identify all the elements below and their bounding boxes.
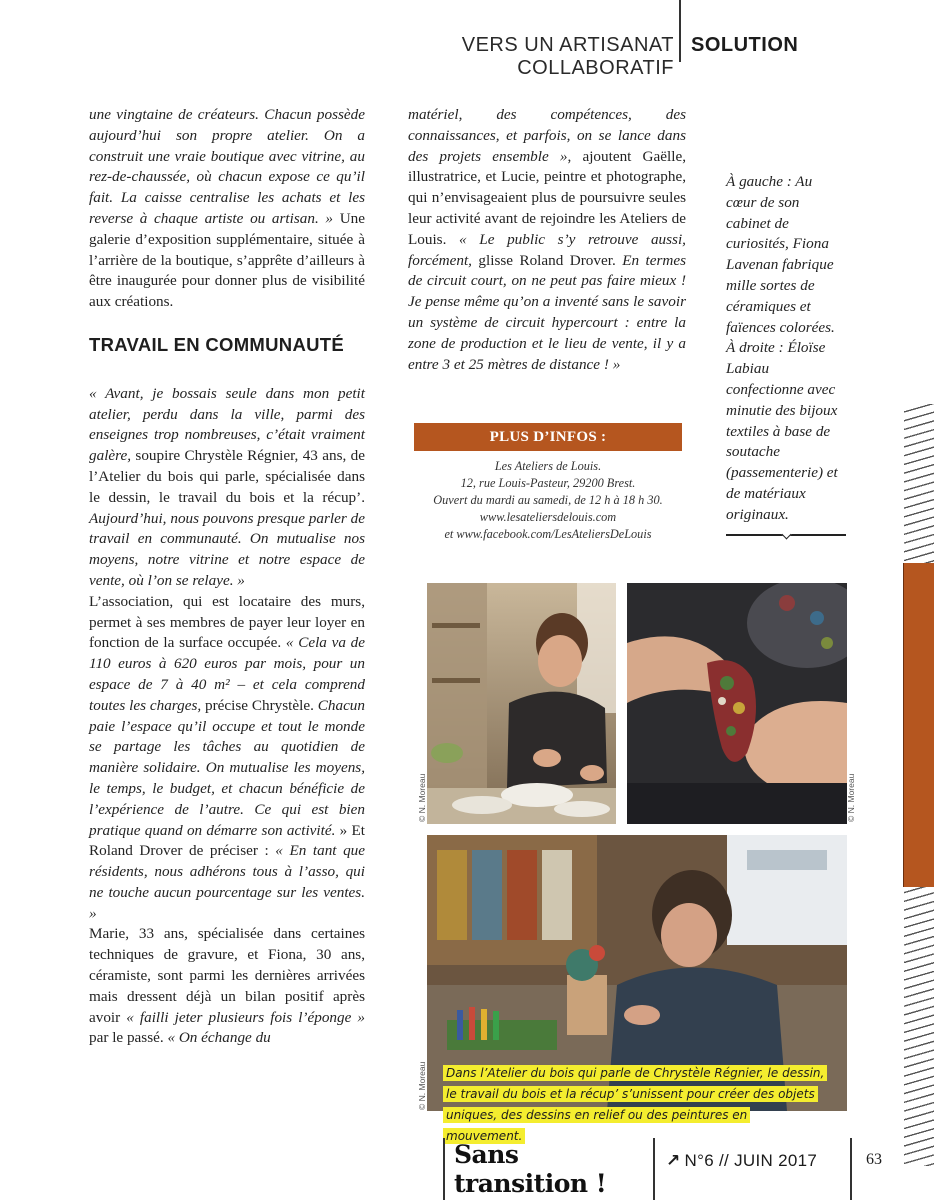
quote: Aujourd’hui, nous pouvons presque parler de travail en communauté. On mutualise nos moyens, notre vitrine et notre espace de vente, où l’on se relaye. » bbox=[89, 509, 365, 589]
quote: « On échange du bbox=[167, 1029, 271, 1047]
info-facebook-link[interactable]: et www.facebook.com/LesAteliersDeLouis bbox=[444, 527, 652, 541]
info-address: 12, rue Louis-Pasteur, 29200 Brest. bbox=[460, 476, 636, 490]
body-text: » Et Roland Drover de préciser : bbox=[89, 821, 365, 860]
quote: « En tant que résidents, nous adhérons tous à l’asso, qui ne touche aucun pourcentage sur les ventes. » bbox=[89, 842, 365, 922]
side-photo-caption: À gauche : Au cœur de son cabinet de curiosités, Fiona Lavenan fabrique mille sortes de céramiques et faïences colorées. À droite : Éloïse Labiau confectionne avec minutie des bijoux textiles à base de soutache (passementerie) et de matériaux originaux. bbox=[726, 173, 838, 523]
body-text: Marie, 33 ans, spécialisée dans certaines techniques de gravure, et Fiona, 30 ans, céramiste, sont parmi les dernières arrivées mais dressent déjà un bilan positif après avoir bbox=[89, 925, 365, 1026]
body-text: glisse Roland Drover. bbox=[471, 251, 623, 269]
quote: une vingtaine de créateurs. Chacun possède aujourd’hui son propre atelier. On a construit une vraie boutique avec vitrine, au rez-de-chaussée, où chacun expose ce qu’il fait. La caisse centralise les achats et les reverse à chaque artiste ou artisan. » bbox=[89, 106, 365, 227]
section-title: VERS UN ARTISANAT COLLABORATIF bbox=[461, 34, 674, 79]
body-text: Une galerie d’exposition supplémentaire, située à l’arrière de la boutique, s’apprête d’ailleurs à être inaugurée pour donner plus de visibilité aux créations. bbox=[89, 209, 366, 311]
quote: « failli jeter plusieurs fois l’éponge » bbox=[126, 1008, 365, 1026]
photo-ceramist bbox=[427, 583, 616, 824]
footer-divider bbox=[850, 1138, 852, 1200]
body-text: par le passé. bbox=[89, 1029, 168, 1047]
issue-label bbox=[666, 1151, 817, 1171]
footer-divider bbox=[443, 1138, 445, 1200]
quote: Chacun paie l’espace qu’il occupe et tout le monde se partage les tâches au quotidien de manière solidaire. On mutualise les moyens, le temps, le budget, et chacun bénéficie de l’expérience de l’autre. Ce qui est bien pratique quand on démarre son activité. bbox=[89, 696, 365, 839]
paragraph bbox=[89, 384, 365, 592]
photo-credit: © N. Moreau bbox=[846, 773, 856, 822]
subheading: TRAVAIL EN COMMUNAUTÉ bbox=[89, 333, 345, 355]
paragraph bbox=[89, 592, 365, 925]
photo-credit: © N. Moreau bbox=[417, 773, 427, 822]
info-name: Les Ateliers de Louis. bbox=[494, 459, 602, 473]
photo-credit: © N. Moreau bbox=[417, 1061, 427, 1110]
paragraph bbox=[89, 105, 365, 313]
footer-divider bbox=[653, 1138, 655, 1200]
info-website-link[interactable]: www.lesateliersdelouis.com bbox=[479, 510, 617, 524]
body-text: L’association, qui est locataire des murs, permet à ses membres de payer leur loyer en fonction de la surface occupée. bbox=[89, 592, 365, 652]
photo-caption bbox=[443, 1063, 827, 1147]
decorative-orange-bar bbox=[903, 563, 934, 887]
body-text: soupire Chrystèle Régnier, 43 ans, de l’Atelier du bois qui parle, spécialisée dans le dessin, le travail du bois et la récup’. bbox=[89, 447, 365, 506]
quote: « Cela va de 110 euros à 620 euros par mois, pour un espace de 7 à 40 m² – et cela comprend toutes les charges, bbox=[89, 634, 365, 714]
photo-jewelry bbox=[627, 583, 847, 824]
body-text: , ajoutent Gaëlle, illustratrice, et Lucie, peintre et photographe, qui n’envisageaient plus de poursuivre seules leur activité avant de rejoindre les Ateliers de Louis. bbox=[408, 147, 686, 248]
quote: matériel, des compétences, des connaissances, et parfois, on se lance dans des projets ensemble » bbox=[408, 106, 686, 165]
quote: En termes de circuit court, on ne peut pas faire mieux ! Je pense même qu’on a inventé sans le savoir un système de circuit hypercourt : entre la zone de production et le lieu de vente, il y a entre 3 et 25 mètres de distance ! » bbox=[408, 251, 686, 373]
article-column-middle bbox=[408, 105, 686, 375]
issue-text: N°6 // JUIN 2017 bbox=[684, 1151, 818, 1170]
arrow-up-right-icon: ↗ bbox=[666, 1151, 681, 1170]
quote: « Avant, je bossais seule dans mon petit atelier, perdu dans la ville, parmi des enseignes trop nombreuses, c’était vraiment galère, bbox=[89, 384, 365, 465]
info-hours: Ouvert du mardi au samedi, de 12 h à 18 h 30. bbox=[433, 493, 663, 507]
body-text: précise Chrystèle. bbox=[201, 696, 318, 714]
page-number: 63 bbox=[866, 1151, 882, 1168]
header-divider bbox=[679, 0, 681, 62]
category-label: SOLUTION bbox=[691, 34, 799, 56]
caption-pointer-icon bbox=[782, 530, 792, 540]
quote: « Le public s’y retrouve aussi, forcément, bbox=[408, 230, 686, 269]
photo-caption-text: Dans l’Atelier du bois qui parle de Chrystèle Régnier, le dessin, le travail du bois et la récup’ s’unissent pour créer des objets uniques, des dessins en relief ou des peintures en mouvement. bbox=[443, 1065, 827, 1144]
info-box bbox=[414, 458, 682, 543]
paragraph bbox=[89, 924, 365, 1049]
paragraph bbox=[408, 105, 686, 375]
magazine-brand: Sans transition ! bbox=[454, 1140, 607, 1198]
article-column-left bbox=[89, 105, 365, 1049]
info-box-title: PLUS D’INFOS : bbox=[414, 423, 682, 451]
